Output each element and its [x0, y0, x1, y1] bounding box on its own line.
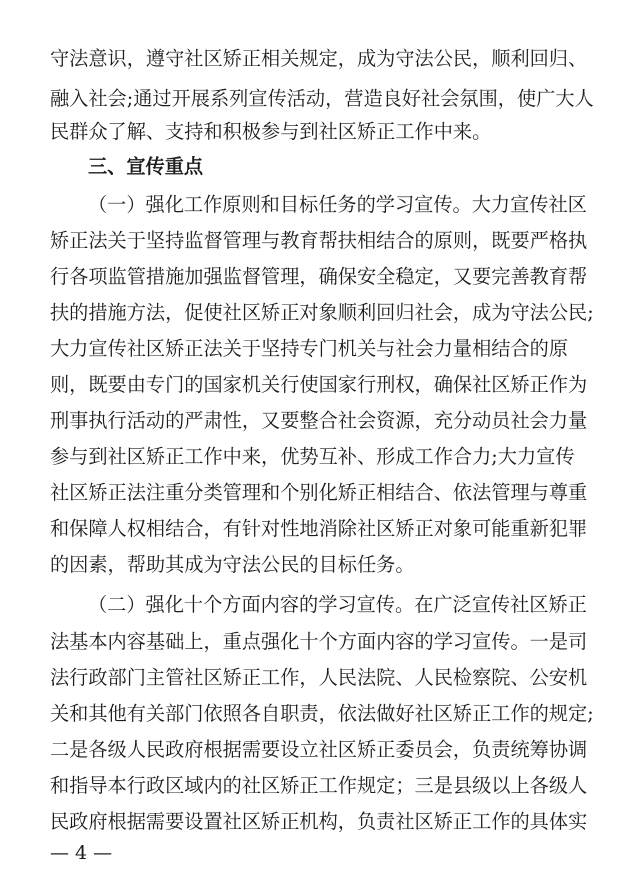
paragraph-one-rest: 大力宣传社区 [471, 193, 587, 216]
paragraph-one-first-line [88, 190, 636, 220]
text-line: 融入社会;通过开展系列宣传活动，营造良好社会氛围，使广大人 [50, 87, 594, 110]
text-line: 法行政部门主管社区矫正工作，人民法院、人民检察院、公安机 [50, 666, 588, 689]
text-line: 守法意识，遵守社区矫正相关规定，成为守法公民，顺利回归、 [50, 47, 588, 70]
text-line: 二是各级人民政府根据需要设立社区矫正委员会，负责统筹协调 [50, 738, 588, 761]
text-line: 矫正法关于坚持监督管理与教育帮扶相结合的原则，既要严格执 [50, 229, 588, 252]
text-line: 法基本内容基础上，重点强化十个方面内容的学习宣传。一是司 [50, 630, 588, 653]
text-line: 参与到社区矫正工作中来，优势互补、形成工作合力;大力宣传 [50, 445, 575, 468]
text-line: 刑事执行活动的严肃性，又要整合社会资源，充分动员社会力量 [50, 409, 588, 432]
text-line: 和指导本行政区域内的社区矫正工作规定；三是县级以上各级人 [50, 774, 588, 797]
text-line: 民政府根据需要设置社区矫正机构，负责社区矫正工作的具体实 [50, 810, 588, 833]
text-line: 关和其他有关部门依照各自职责，依法做好社区矫正工作的规定; [50, 702, 594, 725]
paragraph-two-rest: 在广泛宣传社区矫正 [414, 593, 587, 616]
text-line: 则，既要由专门的国家机关行使国家行刑权，确保社区矫正作为 [50, 373, 588, 396]
paragraph-one-lead: （一）强化工作原则和目标任务的学习宣传。 [88, 193, 472, 216]
text-line: 行各项监管措施加强监督管理，确保安全稳定，又要完善教育帮 [50, 265, 588, 288]
text-line: 大力宣传社区矫正法关于坚持专门机关与社会力量相结合的原 [50, 337, 569, 360]
paragraph-two-lead: （二）强化十个方面内容的学习宣传。 [88, 593, 415, 616]
section-heading: 三、宣传重点 [88, 155, 204, 178]
text-line: 民群众了解、支持和积极参与到社区矫正工作中来。 [50, 120, 492, 143]
text-line: 社区矫正法注重分类管理和个别化矫正相结合、依法管理与尊重 [50, 481, 588, 504]
text-line: 扶的措施方法，促使社区矫正对象顺利回归社会，成为守法公民; [50, 301, 594, 324]
text-line: 和保障人权相结合，有针对性地消除社区矫正对象可能重新犯罪 [50, 517, 588, 540]
paragraph-two-first-line [88, 590, 636, 620]
page-number: — 4 — [50, 842, 113, 864]
text-line: 的因素，帮助其成为守法公民的目标任务。 [50, 553, 415, 576]
